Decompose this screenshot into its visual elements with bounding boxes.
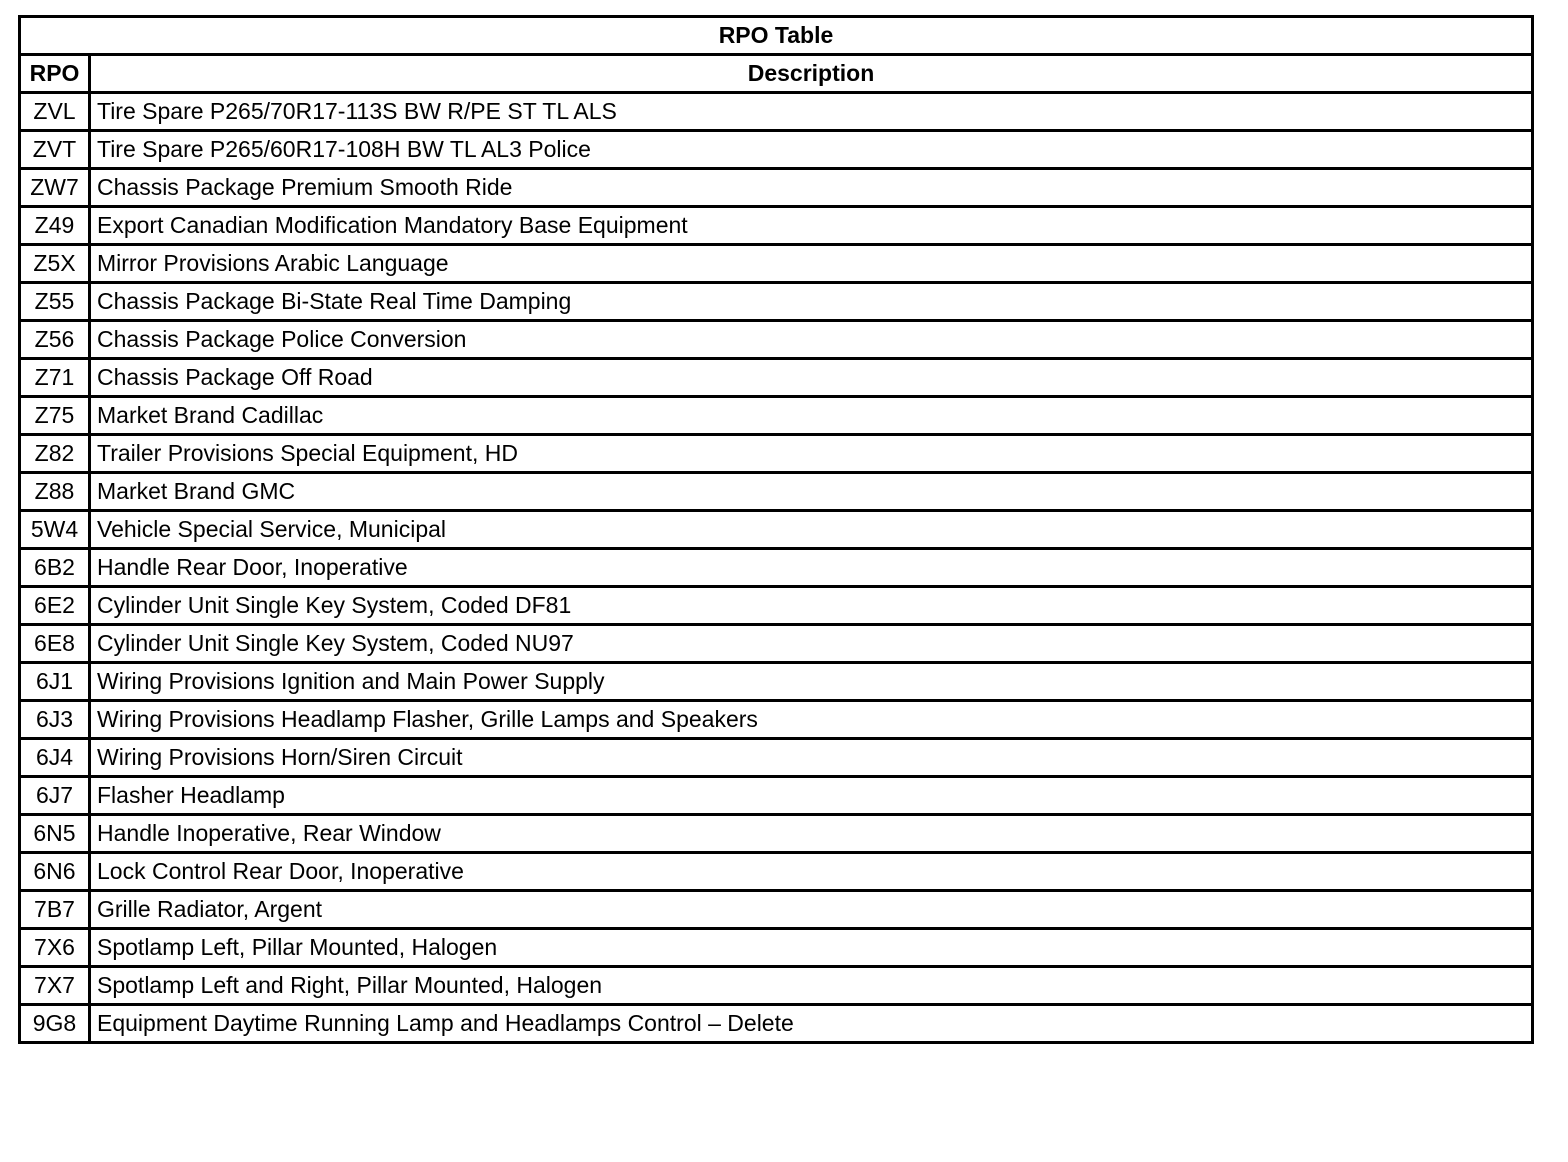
table-row — [20, 891, 1533, 929]
table-header-row — [20, 55, 1533, 93]
rpo-description-cell: Chassis Package Off Road — [90, 359, 1533, 397]
table-row — [20, 663, 1533, 701]
rpo-code-cell: Z49 — [20, 207, 90, 245]
rpo-description-cell: Chassis Package Bi-State Real Time Damping — [90, 283, 1533, 321]
rpo-description-cell: Equipment Daytime Running Lamp and Headlamps Control – Delete — [90, 1005, 1533, 1043]
table-row — [20, 245, 1533, 283]
rpo-code-cell: 7X7 — [20, 967, 90, 1005]
table-row — [20, 625, 1533, 663]
rpo-description-cell: Spotlamp Left, Pillar Mounted, Halogen — [90, 929, 1533, 967]
rpo-description-cell: Wiring Provisions Horn/Siren Circuit — [90, 739, 1533, 777]
rpo-code-cell: 5W4 — [20, 511, 90, 549]
rpo-code-cell: 9G8 — [20, 1005, 90, 1043]
rpo-description-cell: Cylinder Unit Single Key System, Coded DF81 — [90, 587, 1533, 625]
rpo-description-cell: Chassis Package Police Conversion — [90, 321, 1533, 359]
rpo-description-cell: Tire Spare P265/60R17-108H BW TL AL3 Police — [90, 131, 1533, 169]
rpo-description-cell: Chassis Package Premium Smooth Ride — [90, 169, 1533, 207]
rpo-code-cell: Z56 — [20, 321, 90, 359]
table-row — [20, 967, 1533, 1005]
table-row — [20, 93, 1533, 131]
rpo-code-cell: 6E8 — [20, 625, 90, 663]
table-title-row — [20, 17, 1533, 55]
rpo-description-cell: Tire Spare P265/70R17-113S BW R/PE ST TL ALS — [90, 93, 1533, 131]
rpo-description-cell: Trailer Provisions Special Equipment, HD — [90, 435, 1533, 473]
rpo-description-cell: Export Canadian Modification Mandatory Base Equipment — [90, 207, 1533, 245]
table-row — [20, 207, 1533, 245]
rpo-code-cell: ZW7 — [20, 169, 90, 207]
rpo-description-cell: Mirror Provisions Arabic Language — [90, 245, 1533, 283]
table-row — [20, 435, 1533, 473]
rpo-code-cell: ZVL — [20, 93, 90, 131]
rpo-table — [18, 15, 1534, 1044]
table-row — [20, 701, 1533, 739]
rpo-description-cell: Grille Radiator, Argent — [90, 891, 1533, 929]
rpo-code-cell: Z88 — [20, 473, 90, 511]
table-row — [20, 321, 1533, 359]
rpo-code-cell: 6N5 — [20, 815, 90, 853]
rpo-code-cell: ZVT — [20, 131, 90, 169]
rpo-description-cell: Cylinder Unit Single Key System, Coded NU97 — [90, 625, 1533, 663]
column-header-rpo: RPO — [20, 55, 90, 93]
rpo-code-cell: 6E2 — [20, 587, 90, 625]
table-row — [20, 397, 1533, 435]
rpo-description-cell: Flasher Headlamp — [90, 777, 1533, 815]
rpo-code-cell: 7X6 — [20, 929, 90, 967]
rpo-code-cell: Z55 — [20, 283, 90, 321]
table-row — [20, 473, 1533, 511]
rpo-code-cell: Z71 — [20, 359, 90, 397]
rpo-description-cell: Vehicle Special Service, Municipal — [90, 511, 1533, 549]
rpo-description-cell: Handle Rear Door, Inoperative — [90, 549, 1533, 587]
rpo-code-cell: Z75 — [20, 397, 90, 435]
table-row — [20, 739, 1533, 777]
table-row — [20, 549, 1533, 587]
table-row — [20, 359, 1533, 397]
column-header-description: Description — [90, 55, 1533, 93]
table-row — [20, 131, 1533, 169]
rpo-code-cell: 6J1 — [20, 663, 90, 701]
rpo-code-cell: 6J7 — [20, 777, 90, 815]
rpo-code-cell: 6N6 — [20, 853, 90, 891]
rpo-code-cell: Z5X — [20, 245, 90, 283]
rpo-description-cell: Spotlamp Left and Right, Pillar Mounted, Halogen — [90, 967, 1533, 1005]
rpo-description-cell: Lock Control Rear Door, Inoperative — [90, 853, 1533, 891]
table-row — [20, 169, 1533, 207]
rpo-description-cell: Market Brand GMC — [90, 473, 1533, 511]
rpo-code-cell: 6J4 — [20, 739, 90, 777]
rpo-description-cell: Wiring Provisions Headlamp Flasher, Grille Lamps and Speakers — [90, 701, 1533, 739]
table-row — [20, 777, 1533, 815]
rpo-description-cell: Handle Inoperative, Rear Window — [90, 815, 1533, 853]
rpo-code-cell: Z82 — [20, 435, 90, 473]
table-row — [20, 853, 1533, 891]
table-row — [20, 815, 1533, 853]
rpo-code-cell: 6J3 — [20, 701, 90, 739]
rpo-code-cell: 6B2 — [20, 549, 90, 587]
rpo-description-cell: Wiring Provisions Ignition and Main Power Supply — [90, 663, 1533, 701]
rpo-description-cell: Market Brand Cadillac — [90, 397, 1533, 435]
table-row — [20, 511, 1533, 549]
rpo-code-cell: 7B7 — [20, 891, 90, 929]
table-row — [20, 1005, 1533, 1043]
table-body — [20, 93, 1533, 1043]
table-title: RPO Table — [20, 17, 1533, 55]
table-row — [20, 283, 1533, 321]
table-row — [20, 929, 1533, 967]
table-row — [20, 587, 1533, 625]
